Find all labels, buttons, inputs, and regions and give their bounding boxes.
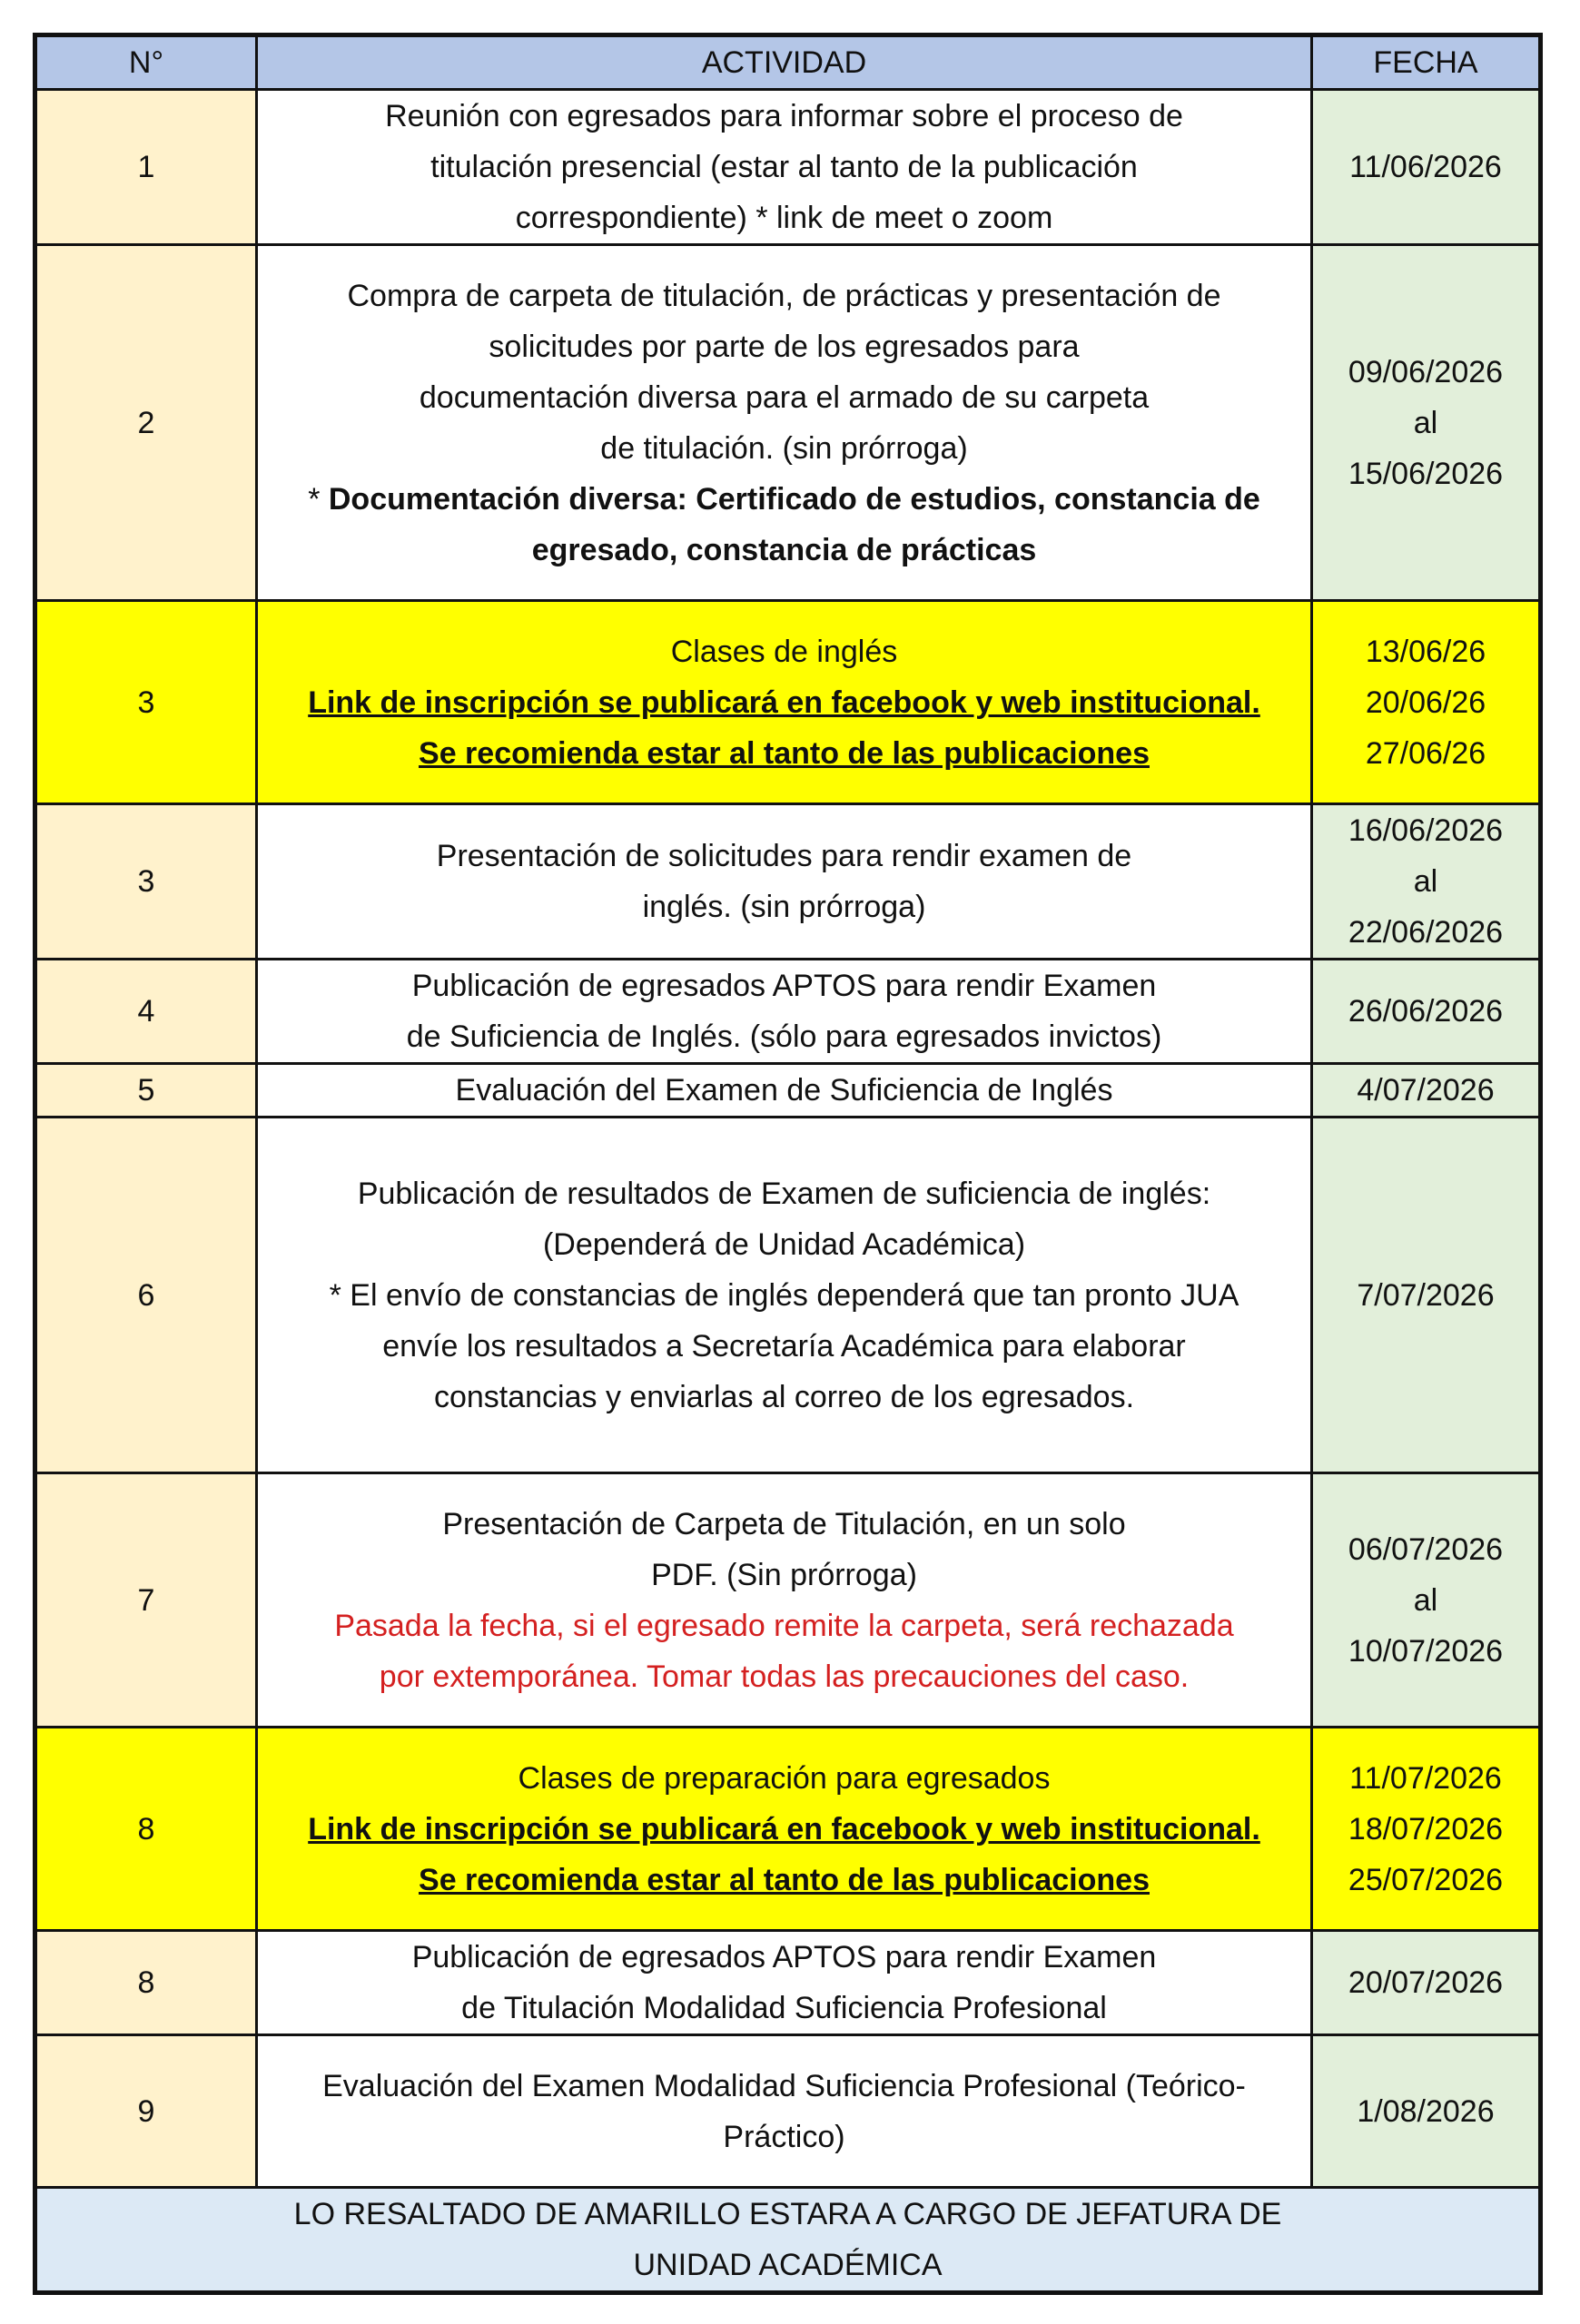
date-line: 10/07/2026 xyxy=(1348,1633,1504,1669)
activity-line: inglés. (sin prórroga) xyxy=(642,890,926,924)
activity-cell xyxy=(257,804,1312,960)
warning-text: por extemporánea. Tomar todas las precauciones del caso. xyxy=(379,1659,1190,1694)
date-line: 26/06/2026 xyxy=(1348,994,1504,1029)
table-row xyxy=(35,1931,1541,2035)
date-cell xyxy=(1312,1118,1541,1473)
activity-cell xyxy=(257,2035,1312,2188)
date-cell xyxy=(1312,601,1541,804)
row-number: 3 xyxy=(35,601,257,804)
activity-cell xyxy=(257,1728,1312,1931)
row-number: 8 xyxy=(35,1728,257,1931)
activity-cell xyxy=(257,245,1312,601)
date-line: al xyxy=(1413,1582,1438,1618)
date-line: 27/06/26 xyxy=(1365,735,1486,771)
table-row xyxy=(35,804,1541,960)
note-bullet: * xyxy=(308,481,329,517)
date-cell xyxy=(1312,804,1541,960)
footer-note xyxy=(35,2188,1541,2293)
registration-link-text: Se recomienda estar al tanto de las publicaciones xyxy=(419,1862,1150,1897)
row-number: 7 xyxy=(35,1473,257,1728)
activity-line: PDF. (Sin prórroga) xyxy=(651,1557,917,1592)
activity-line: solicitudes por parte de los egresados para xyxy=(489,329,1080,364)
table-row xyxy=(35,245,1541,601)
schedule-sheet xyxy=(33,33,1538,2291)
activity-line: Clases de inglés xyxy=(670,634,898,669)
activity-line: Práctico) xyxy=(723,2119,845,2154)
activity-line: correspondiente) * link de meet o zoom xyxy=(515,201,1053,235)
activity-cell xyxy=(257,960,1312,1064)
date-line: 4/07/2026 xyxy=(1357,1073,1495,1108)
activity-line: Publicación de egresados APTOS para rendir Examen xyxy=(411,1940,1157,1974)
date-line: al xyxy=(1413,864,1438,899)
activity-cell xyxy=(257,1931,1312,2035)
date-cell xyxy=(1312,245,1541,601)
activity-line: Evaluación del Examen Modalidad Suficiencia Profesional (Teórico- xyxy=(322,2068,1246,2103)
date-cell xyxy=(1312,1064,1541,1118)
row-number: 2 xyxy=(35,245,257,601)
activity-line: Evaluación del Examen de Suficiencia de Inglés xyxy=(455,1073,1113,1108)
date-line: al xyxy=(1413,405,1438,440)
date-line: 1/08/2026 xyxy=(1357,2093,1495,2129)
activity-line: de Suficiencia de Inglés. (sólo para egresados invictos) xyxy=(406,1019,1162,1054)
header-row xyxy=(35,35,1541,90)
date-cell xyxy=(1312,1728,1541,1931)
activity-line: Reunión con egresados para informar sobre el proceso de xyxy=(385,99,1183,133)
table-row xyxy=(35,1473,1541,1728)
activity-line: de titulación. (sin prórroga) xyxy=(600,430,968,466)
schedule-table xyxy=(33,33,1543,2295)
date-line: 7/07/2026 xyxy=(1357,1277,1495,1313)
footer-line: LO RESALTADO DE AMARILLO ESTARA A CARGO DE JEFATURA DE xyxy=(293,2197,1282,2231)
activity-cell xyxy=(257,1064,1312,1118)
date-line: 11/07/2026 xyxy=(1349,1760,1502,1796)
date-line: 15/06/2026 xyxy=(1348,456,1504,491)
date-cell xyxy=(1312,90,1541,245)
row-number: 9 xyxy=(35,2035,257,2188)
activity-line: constancias y enviarlas al correo de los egresados. xyxy=(433,1379,1135,1414)
header-activity: ACTIVIDAD xyxy=(257,35,1312,90)
activity-cell xyxy=(257,90,1312,245)
activity-line: documentación diversa para el armado de su carpeta xyxy=(419,379,1150,415)
activity-line: Publicación de resultados de Examen de suficiencia de inglés: xyxy=(357,1176,1211,1211)
date-cell xyxy=(1312,960,1541,1064)
activity-line: Compra de carpeta de titulación, de prácticas y presentación de xyxy=(347,278,1221,313)
row-number: 6 xyxy=(35,1118,257,1473)
warning-text: Pasada la fecha, si el egresado remite la carpeta, será rechazada xyxy=(334,1608,1234,1643)
table-row xyxy=(35,1064,1541,1118)
table-row xyxy=(35,90,1541,245)
footer-row xyxy=(35,2188,1541,2293)
date-line: 13/06/26 xyxy=(1365,634,1486,669)
date-cell xyxy=(1312,1473,1541,1728)
date-line: 11/06/2026 xyxy=(1349,150,1502,184)
activity-line: Presentación de Carpeta de Titulación, en un solo xyxy=(442,1506,1126,1541)
registration-link-text: Se recomienda estar al tanto de las publicaciones xyxy=(419,735,1150,771)
activity-line: (Dependerá de Unidad Académica) xyxy=(542,1226,1026,1262)
activity-line: Publicación de egresados APTOS para rendir Examen xyxy=(411,969,1157,1003)
header-date: FECHA xyxy=(1312,35,1541,90)
activity-line: Clases de preparación para egresados xyxy=(518,1760,1051,1796)
date-line: 25/07/2026 xyxy=(1348,1862,1504,1897)
activity-note: Documentación diversa: Certificado de estudios, constancia de xyxy=(328,481,1260,517)
table-row-highlighted xyxy=(35,1728,1541,1931)
date-line: 06/07/2026 xyxy=(1348,1531,1504,1567)
activity-cell xyxy=(257,1473,1312,1728)
date-line: 09/06/2026 xyxy=(1348,354,1504,389)
row-number: 3 xyxy=(35,804,257,960)
row-number: 4 xyxy=(35,960,257,1064)
row-number: 5 xyxy=(35,1064,257,1118)
table-row xyxy=(35,960,1541,1064)
date-line: 20/07/2026 xyxy=(1348,1965,1504,2000)
activity-note-line xyxy=(265,474,1303,525)
row-number: 1 xyxy=(35,90,257,245)
date-cell xyxy=(1312,2035,1541,2188)
row-number: 8 xyxy=(35,1931,257,2035)
date-line: 18/07/2026 xyxy=(1348,1811,1504,1846)
table-row xyxy=(35,2035,1541,2188)
table-row-highlighted xyxy=(35,601,1541,804)
registration-link-text: Link de inscripción se publicará en facebook y web institucional. xyxy=(308,684,1260,720)
header-num: N° xyxy=(35,35,257,90)
date-line: 16/06/2026 xyxy=(1348,813,1504,848)
registration-link-text: Link de inscripción se publicará en facebook y web institucional. xyxy=(308,1811,1260,1846)
activity-line: Presentación de solicitudes para rendir examen de xyxy=(436,839,1132,873)
table-row xyxy=(35,1118,1541,1473)
activity-cell xyxy=(257,601,1312,804)
date-line: 20/06/26 xyxy=(1365,684,1486,720)
activity-line: envíe los resultados a Secretaría Académica para elaborar xyxy=(382,1328,1186,1364)
activity-line: titulación presencial (estar al tanto de la publicación xyxy=(430,150,1138,184)
activity-cell xyxy=(257,1118,1312,1473)
activity-line: * El envío de constancias de inglés dependerá que tan pronto JUA xyxy=(329,1277,1239,1313)
activity-line: de Titulación Modalidad Suficiencia Profesional xyxy=(461,1991,1107,2025)
date-cell xyxy=(1312,1931,1541,2035)
footer-line: UNIDAD ACADÉMICA xyxy=(633,2248,943,2282)
activity-note: egresado, constancia de prácticas xyxy=(531,532,1037,567)
date-line: 22/06/2026 xyxy=(1348,915,1504,950)
